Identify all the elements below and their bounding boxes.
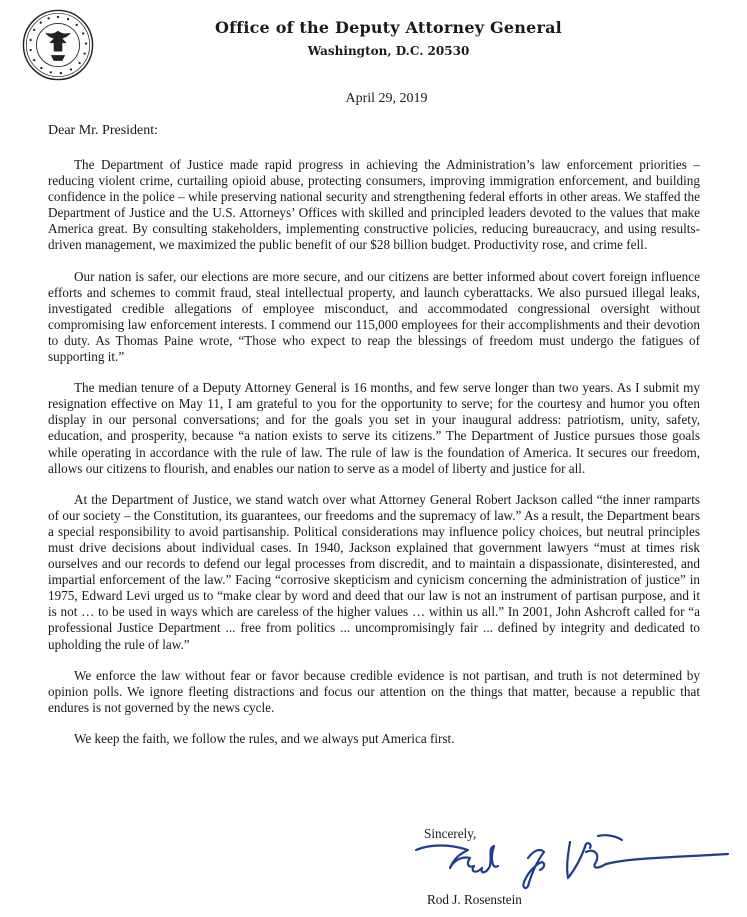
paragraph: The median tenure of a Deputy Attorney General is 16 months, and few serve longer than two years. As I submit my resignation effective on May 11, I am grateful to you for the opportunity to serve; for the courtesy and humor you often display in our personal conversations; and for the goals you set in your inaugural address: patriotism, unity, safety, education, and prosperity, because “a nation exists to serve its citizens.” The Department of Justice pursues those goals while operating in accordance with the rule of law. The rule of law is the foundation of America. It secures our freedom, allows our citizens to flourish, and enables our nation to serve as a model of liberty and justice for all. [48, 380, 700, 476]
letterhead [0, 18, 747, 58]
paragraph: The Department of Justice made rapid progress in achieving the Administration’s law enforcement priorities – reducing violent crime, curtailing opioid abuse, protecting consumers, improving immigration enforcement, and building confidence in the police – while preserving national security and strengthening federal efforts in other areas. We staffed the Department of Justice and the U.S. Attorneys’ Offices with skilled and principled leaders devoted to the values that make America great. By consulting stakeholders, implementing constructive policies, reducing bureaucracy, and using results-driven management, we maximized the public benefit of our $28 billion budget. Productivity rose, and crime fell. [48, 157, 700, 253]
signature-icon [410, 828, 740, 894]
signer-name: Rod J. Rosenstein [427, 892, 522, 907]
closing: Sincerely, [424, 826, 477, 841]
salutation: Dear Mr. President: [48, 123, 159, 138]
letter-date: April 29, 2019 [345, 91, 428, 106]
office-address: Washington, D.C. 20530 [307, 44, 470, 58]
paragraph: Our nation is safer, our elections are more secure, and our citizens are better informed about covert foreign influence efforts and schemes to commit fraud, steal intellectual property, and launch cyberattacks. We also pursued illegal leaks, investigated credible allegations of employee misconduct, and accommodated congressional oversight without compromising law enforcement interests. I commend our 115,000 employees for their accomplishments and their devotion to duty. As Thomas Paine wrote, “Those who expect to reap the blessings of freedom must undergo the fatigues of supporting it.” [48, 268, 700, 365]
office-name: Office of the Deputy Attorney General [215, 18, 562, 37]
paragraph: At the Department of Justice, we stand watch over what Attorney General Robert Jackson called “the inner ramparts of our society – the Constitution, its guarantees, our freedoms and the supremacy of law.” As a result, the Department bears a special responsibility to avoid partisanship. Political considerations may influence policy choices, but neutral principles must drive decisions about individual cases. In 1940, Jackson explained that government lawyers “must at times risk ourselves and our records to defend our legal processes from discredit, and to maintain a dispassionate, disinterested, and impartial enforcement of the law.” Facing “corrosive skepticism and cynicism concerning the administration of justice” in 1975, Edward Levi urged us to “make clear by word and deed that our law is not an instrument of partisan purpose, and it is not … to be used in ways which are careless of the higher values … within us all.” In 2001, John Ashcroft called for “a professional Justice Department ... free from politics ... uncompromisingly fair ... defined by integrity and dedicated to upholding the rule of law.” [48, 491, 700, 652]
letter-body [48, 157, 700, 762]
paragraph: We keep the faith, we follow the rules, and we always put America first. [74, 730, 455, 746]
paragraph: We enforce the law without fear or favor because credible evidence is not partisan, and truth is not determined by opinion polls. We ignore fleeting distractions and focus our attention on the things that matter, because a republic that endures is not governed by the news cycle. [48, 667, 700, 715]
